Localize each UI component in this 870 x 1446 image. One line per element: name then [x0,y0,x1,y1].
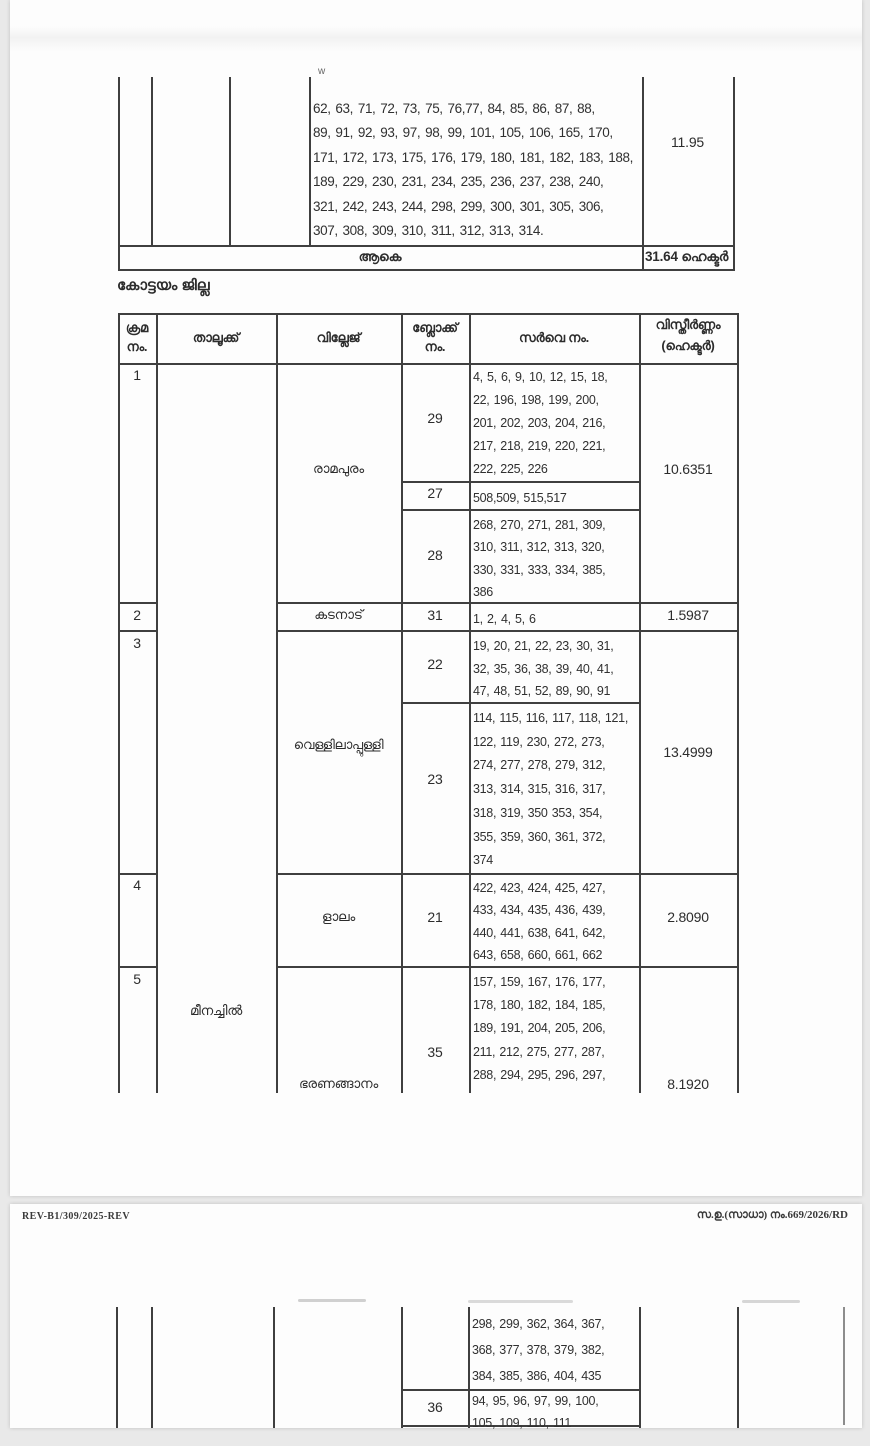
block-number: 29 [427,410,443,426]
block-number: 21 [427,909,443,925]
survey-line: 355, 359, 360, 361, 372, [473,829,606,844]
survey-numbers [473,707,637,873]
survey-numbers [473,971,637,1087]
survey-numbers [473,366,637,481]
survey-line: 189, 229, 230, 231, 234, 235, 236, 237, 238, 240, [313,174,604,190]
block-number: 28 [427,547,443,563]
block-number: 35 [427,1044,443,1060]
table-border-line [642,245,644,271]
survey-numbers [473,877,637,966]
survey-line: 321, 242, 243, 244, 298, 299, 300, 301, 305, 306, [313,198,604,214]
block-number: 27 [427,485,443,501]
table-border-line [118,873,158,875]
survey-line: 384, 385, 386, 404, 435 [472,1368,602,1383]
survey-line: 386 [473,584,493,599]
survey-line: 89, 91, 92, 93, 97, 98, 99, 101, 105, 106, 165, 170, [313,125,613,141]
survey-line: 433, 434, 435, 436, 439, [473,903,606,918]
block-number: 23 [427,771,443,787]
table-border-line [309,77,311,245]
village-name: ളാലം [321,909,356,924]
survey-line: 178, 180, 182, 184, 185, [473,998,606,1013]
survey-line: 122, 119, 230, 272, 273, [473,734,605,749]
survey-line: 62, 63, 71, 72, 73, 75, 76,77, 84, 85, 86, 87, 88, [313,101,595,116]
survey-line: 1, 2, 4, 5, 6 [473,612,536,626]
survey-line: 422, 423, 424, 425, 427, [473,881,606,895]
survey-line: 157, 159, 167, 176, 177, [473,975,606,989]
survey-line: 114, 115, 116, 117, 118, 121, [473,711,628,725]
col-header-slno: ക്രമ [125,320,149,335]
survey-line: 368, 377, 378, 379, 382, [472,1342,605,1357]
survey-line: 374 [473,853,493,868]
table-border-line [116,1307,118,1428]
survey-line: 307, 308, 309, 310, 311, 312, 313, 314. [313,223,544,239]
survey-line: 508,509, 515,517 [473,491,567,505]
col-header-block: നം. [424,339,446,354]
table-border-line [229,77,231,245]
survey-line: 171, 172, 173, 175, 176, 179, 180, 181, 182, 183, 188, [313,149,633,165]
table-border-line [276,313,278,1093]
table-border-line [118,313,739,315]
cut-text-remnant [298,1299,366,1302]
table-border-line [118,630,158,632]
table-border-line [276,966,739,968]
survey-numbers [472,1312,637,1389]
block-number: 36 [427,1399,443,1415]
table-border-line [639,1307,641,1428]
village-name: കടനാട് [314,607,363,622]
col-header-block: ബ്ലോക്ക് [412,320,458,335]
table-border-line [151,1307,153,1428]
survey-numbers [473,514,637,603]
survey-line: 318, 319, 350 353, 354, [473,805,603,820]
area-value: 8.1920 [667,1076,709,1092]
total-row-label: ആകെ [358,249,402,264]
taluk-name: മീനച്ചിൽ [189,1003,243,1018]
table-border-line [118,602,158,604]
slno-value: 2 [133,607,141,623]
table-border-line [737,1307,739,1428]
survey-numbers [473,487,637,509]
table-border-line [843,1307,845,1425]
table-border-line [737,313,739,1093]
table-border-line [733,77,735,245]
file-number: REV-B1/309/2025-REV [22,1211,130,1222]
table-border-line [156,313,158,1093]
village-name: ഭരണങ്ങാനം [298,1076,379,1091]
village-name: രാമപുരം [312,461,365,476]
area-value: 1.5987 [667,607,709,623]
table-border-line [733,245,735,271]
slno-value: 4 [133,877,141,893]
table-border-line [118,363,739,365]
area-value: 13.4999 [663,744,713,760]
col-header-survey: സർവെ നം. [519,330,589,345]
survey-line: 47, 48, 51, 52, 89, 90, 91 [473,684,611,699]
cut-text-remnant [742,1300,800,1303]
survey-line: 268, 270, 271, 281, 309, [473,518,606,532]
survey-line: 298, 299, 362, 364, 367, [472,1317,605,1331]
survey-line: 189, 191, 204, 205, 206, [473,1021,606,1036]
table-border-line [401,509,641,511]
block-number: 22 [427,656,443,672]
survey-line: 222, 225, 226 [473,462,548,476]
survey-line: 440, 441, 638, 641, 642, [473,925,606,940]
survey-line: 22, 196, 198, 199, 200, [473,393,599,407]
survey-line: 310, 311, 312, 313, 320, [473,540,605,555]
survey-numbers [473,635,637,703]
prev-table-area-value: 11.95 [671,134,704,150]
survey-line: 217, 218, 219, 220, 221, [473,439,606,453]
area-value: 2.8090 [667,909,709,925]
slno-value: 5 [133,971,141,987]
district-heading: കോട്ടയം ജില്ല [117,277,210,294]
col-header-taluk: താലൂക്ക് [192,330,240,345]
survey-line: 201, 202, 203, 204, 216, [473,416,606,430]
survey-line: 643, 658, 660, 661, 662 [473,947,603,962]
table-border-line [151,77,153,245]
area-value: 10.6351 [663,461,713,477]
table-border-line [118,77,120,245]
survey-line: 211, 212, 275, 277, 287, [473,1044,605,1059]
survey-line: 330, 331, 333, 334, 385, [473,562,606,577]
cut-text-remnant: w [318,66,326,77]
table-border-line [276,873,739,875]
block-number: 31 [427,607,443,623]
slno-value: 1 [133,367,141,383]
survey-line: 32, 35, 36, 38, 39, 40, 41, [473,661,614,676]
cut-text-remnant [468,1300,573,1303]
survey-line: 19, 20, 21, 22, 23, 30, 31, [473,639,614,653]
village-name-clipped [276,1076,401,1093]
total-area-value: 31.64 ഹെക്ടർ [645,249,729,264]
col-header-village: വില്ലേജ് [316,330,361,345]
scan-shading-band [10,26,862,52]
slno-value: 3 [133,635,141,651]
survey-line: 288, 294, 295, 296, 297, [473,1067,606,1082]
table-border-line [401,481,641,483]
page-2 [10,1204,862,1428]
survey-numbers [472,1391,637,1434]
survey-line: 94, 95, 96, 97, 99, 100, [472,1394,599,1408]
village-name: വെള്ളിലാപ്പുള്ളി [293,737,384,752]
col-header-slno: നം. [126,339,148,354]
survey-line: 313, 314, 315, 316, 317, [473,782,606,797]
col-header-area: വിസ്തീർണ്ണം [655,317,721,332]
col-header-area: (ഹെക്ടർ) [661,338,715,353]
survey-line: 105, 109, 110, 111 [472,1415,572,1430]
survey-line: 274, 277, 278, 279, 312, [473,758,606,773]
table-border-line [276,630,739,632]
table-border-line [118,966,158,968]
go-number: സ.ഉ.(സാധാ) നം.669/2026/RD [696,1209,848,1221]
prev-table-survey-numbers [313,97,643,243]
survey-line: 4, 5, 6, 9, 10, 12, 15, 18, [473,370,608,384]
survey-numbers [473,608,637,630]
table-border-line [273,1307,275,1428]
